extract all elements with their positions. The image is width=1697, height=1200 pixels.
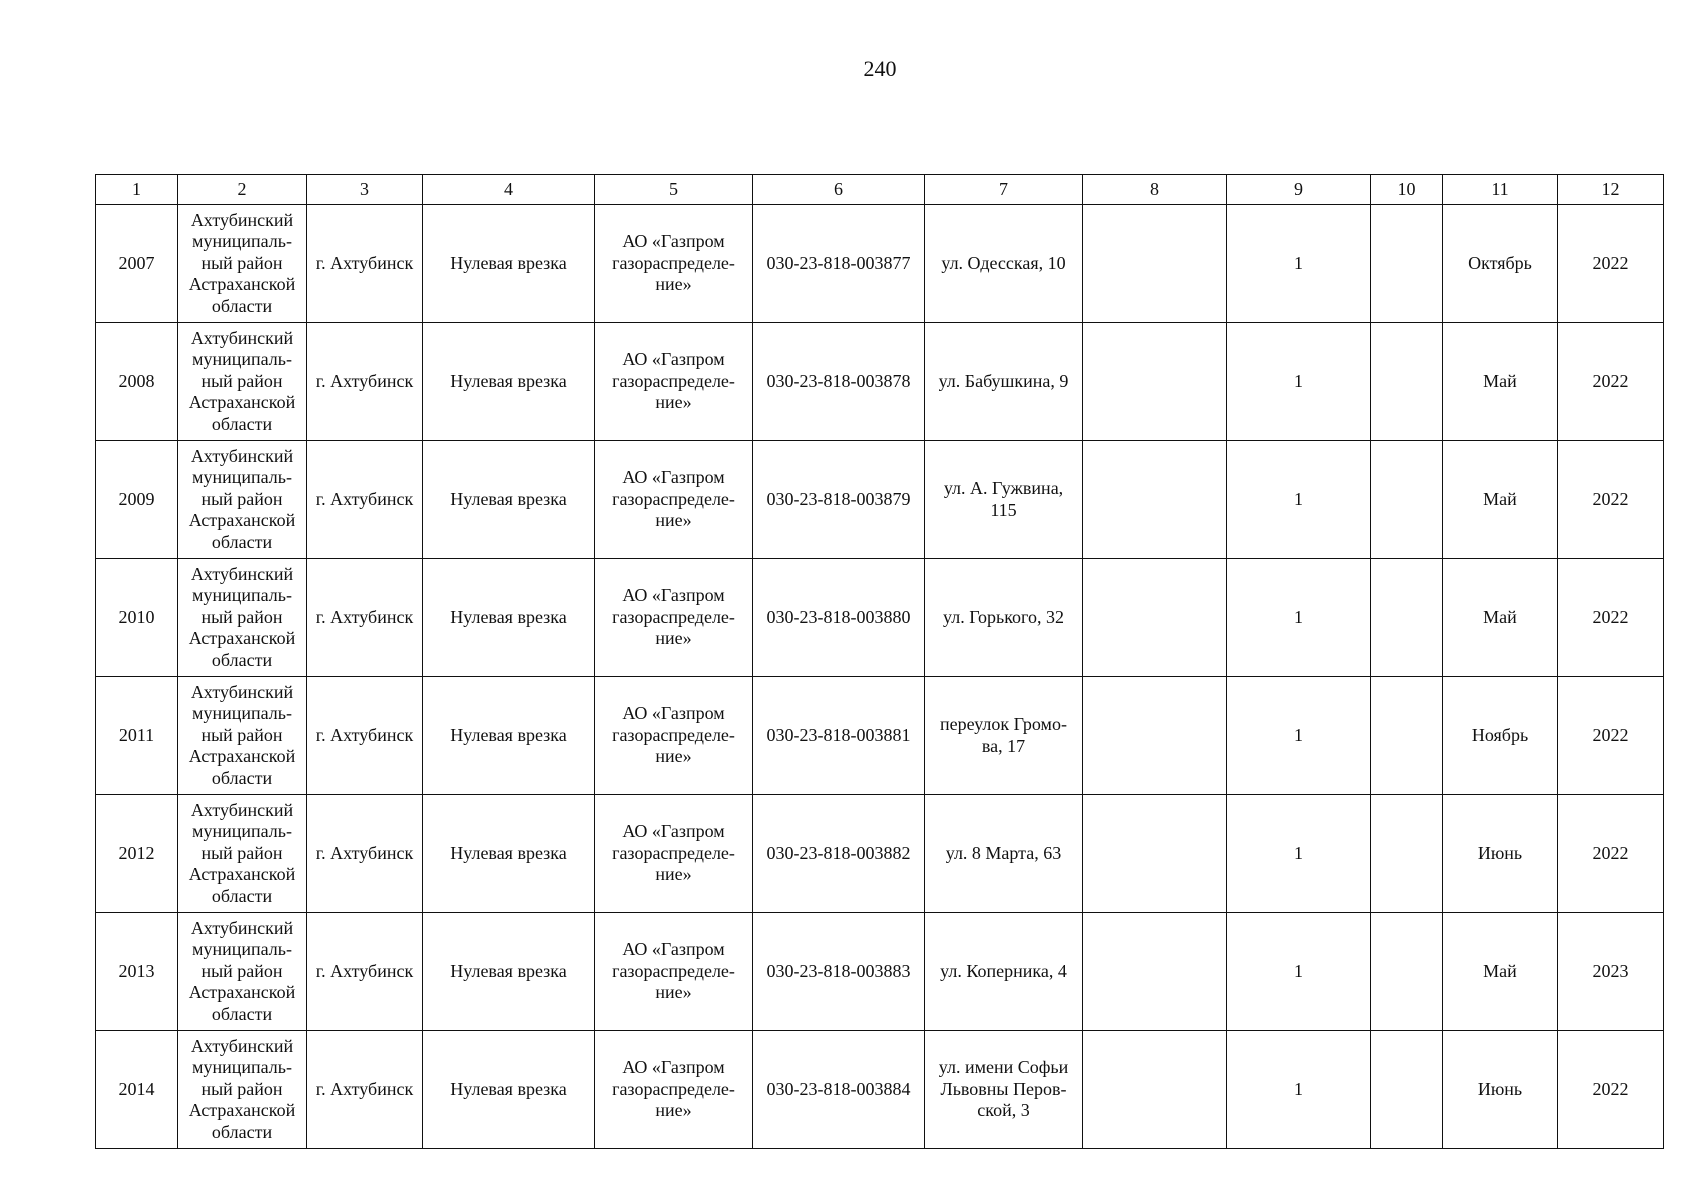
column-header: 6 bbox=[753, 175, 925, 205]
work-type-cell: Нулевая врезка bbox=[423, 795, 595, 913]
table-body bbox=[96, 205, 1664, 1149]
locality-cell: г. Ахтубинск bbox=[307, 1031, 423, 1149]
address-cell: ул. Бабушкина, 9 bbox=[925, 323, 1083, 441]
row-number-cell: 2009 bbox=[96, 441, 178, 559]
month-cell: Май bbox=[1443, 913, 1558, 1031]
column-10-cell bbox=[1371, 323, 1443, 441]
quantity-cell: 1 bbox=[1227, 205, 1371, 323]
district-cell: Ахтубинский муниципаль- ный район Астраханской области bbox=[178, 913, 307, 1031]
address-cell: ул. Горького, 32 bbox=[925, 559, 1083, 677]
quantity-cell: 1 bbox=[1227, 795, 1371, 913]
work-type-cell: Нулевая врезка bbox=[423, 559, 595, 677]
table-row bbox=[96, 559, 1664, 677]
month-cell: Май bbox=[1443, 323, 1558, 441]
row-number-cell: 2013 bbox=[96, 913, 178, 1031]
month-cell: Октябрь bbox=[1443, 205, 1558, 323]
row-number-cell: 2010 bbox=[96, 559, 178, 677]
address-cell: ул. имени Софьи Львовны Перов- ской, 3 bbox=[925, 1031, 1083, 1149]
district-cell: Ахтубинский муниципаль- ный район Астраханской области bbox=[178, 1031, 307, 1149]
locality-cell: г. Ахтубинск bbox=[307, 913, 423, 1031]
column-header: 9 bbox=[1227, 175, 1371, 205]
work-type-cell: Нулевая врезка bbox=[423, 205, 595, 323]
work-type-cell: Нулевая врезка bbox=[423, 913, 595, 1031]
quantity-cell: 1 bbox=[1227, 1031, 1371, 1149]
column-header: 12 bbox=[1558, 175, 1664, 205]
work-type-cell: Нулевая врезка bbox=[423, 1031, 595, 1149]
column-header: 11 bbox=[1443, 175, 1558, 205]
address-cell: ул. А. Гужвина, 115 bbox=[925, 441, 1083, 559]
organization-cell: АО «Газпром газораспределе- ние» bbox=[595, 559, 753, 677]
row-number-cell: 2007 bbox=[96, 205, 178, 323]
column-10-cell bbox=[1371, 913, 1443, 1031]
district-cell: Ахтубинский муниципаль- ный район Астраханской области bbox=[178, 677, 307, 795]
column-header: 4 bbox=[423, 175, 595, 205]
object-code-cell: 030-23-818-003882 bbox=[753, 795, 925, 913]
object-code-cell: 030-23-818-003881 bbox=[753, 677, 925, 795]
month-cell: Ноябрь bbox=[1443, 677, 1558, 795]
district-cell: Ахтубинский муниципаль- ный район Астраханской области bbox=[178, 795, 307, 913]
table-row bbox=[96, 795, 1664, 913]
column-8-cell bbox=[1083, 323, 1227, 441]
object-code-cell: 030-23-818-003877 bbox=[753, 205, 925, 323]
year-cell: 2022 bbox=[1558, 559, 1664, 677]
organization-cell: АО «Газпром газораспределе- ние» bbox=[595, 205, 753, 323]
object-code-cell: 030-23-818-003878 bbox=[753, 323, 925, 441]
district-cell: Ахтубинский муниципаль- ный район Астраханской области bbox=[178, 441, 307, 559]
month-cell: Май bbox=[1443, 559, 1558, 677]
column-8-cell bbox=[1083, 205, 1227, 323]
organization-cell: АО «Газпром газораспределе- ние» bbox=[595, 1031, 753, 1149]
gas-connection-table bbox=[95, 174, 1664, 1149]
year-cell: 2022 bbox=[1558, 1031, 1664, 1149]
locality-cell: г. Ахтубинск bbox=[307, 795, 423, 913]
district-cell: Ахтубинский муниципаль- ный район Астраханской области bbox=[178, 323, 307, 441]
quantity-cell: 1 bbox=[1227, 441, 1371, 559]
row-number-cell: 2011 bbox=[96, 677, 178, 795]
column-header: 1 bbox=[96, 175, 178, 205]
organization-cell: АО «Газпром газораспределе- ние» bbox=[595, 323, 753, 441]
column-10-cell bbox=[1371, 677, 1443, 795]
quantity-cell: 1 bbox=[1227, 559, 1371, 677]
column-10-cell bbox=[1371, 1031, 1443, 1149]
quantity-cell: 1 bbox=[1227, 323, 1371, 441]
column-10-cell bbox=[1371, 559, 1443, 677]
column-number-row bbox=[96, 175, 1664, 205]
column-header: 2 bbox=[178, 175, 307, 205]
year-cell: 2022 bbox=[1558, 441, 1664, 559]
table-row bbox=[96, 913, 1664, 1031]
table-row bbox=[96, 205, 1664, 323]
year-cell: 2023 bbox=[1558, 913, 1664, 1031]
object-code-cell: 030-23-818-003883 bbox=[753, 913, 925, 1031]
object-code-cell: 030-23-818-003884 bbox=[753, 1031, 925, 1149]
column-8-cell bbox=[1083, 559, 1227, 677]
locality-cell: г. Ахтубинск bbox=[307, 559, 423, 677]
column-8-cell bbox=[1083, 913, 1227, 1031]
work-type-cell: Нулевая врезка bbox=[423, 441, 595, 559]
table-row bbox=[96, 441, 1664, 559]
district-cell: Ахтубинский муниципаль- ный район Астраханской области bbox=[178, 559, 307, 677]
column-10-cell bbox=[1371, 205, 1443, 323]
table-header bbox=[96, 175, 1664, 205]
organization-cell: АО «Газпром газораспределе- ние» bbox=[595, 795, 753, 913]
organization-cell: АО «Газпром газораспределе- ние» bbox=[595, 913, 753, 1031]
object-code-cell: 030-23-818-003880 bbox=[753, 559, 925, 677]
month-cell: Июнь bbox=[1443, 795, 1558, 913]
column-header: 3 bbox=[307, 175, 423, 205]
address-cell: ул. Коперника, 4 bbox=[925, 913, 1083, 1031]
column-10-cell bbox=[1371, 795, 1443, 913]
table-row bbox=[96, 1031, 1664, 1149]
row-number-cell: 2014 bbox=[96, 1031, 178, 1149]
organization-cell: АО «Газпром газораспределе- ние» bbox=[595, 441, 753, 559]
column-8-cell bbox=[1083, 441, 1227, 559]
work-type-cell: Нулевая врезка bbox=[423, 323, 595, 441]
organization-cell: АО «Газпром газораспределе- ние» bbox=[595, 677, 753, 795]
object-code-cell: 030-23-818-003879 bbox=[753, 441, 925, 559]
year-cell: 2022 bbox=[1558, 795, 1664, 913]
row-number-cell: 2008 bbox=[96, 323, 178, 441]
locality-cell: г. Ахтубинск bbox=[307, 677, 423, 795]
column-8-cell bbox=[1083, 1031, 1227, 1149]
year-cell: 2022 bbox=[1558, 323, 1664, 441]
locality-cell: г. Ахтубинск bbox=[307, 205, 423, 323]
column-8-cell bbox=[1083, 795, 1227, 913]
year-cell: 2022 bbox=[1558, 677, 1664, 795]
column-8-cell bbox=[1083, 677, 1227, 795]
table-row bbox=[96, 677, 1664, 795]
row-number-cell: 2012 bbox=[96, 795, 178, 913]
year-cell: 2022 bbox=[1558, 205, 1664, 323]
locality-cell: г. Ахтубинск bbox=[307, 323, 423, 441]
column-header: 10 bbox=[1371, 175, 1443, 205]
work-type-cell: Нулевая врезка bbox=[423, 677, 595, 795]
quantity-cell: 1 bbox=[1227, 913, 1371, 1031]
address-cell: ул. Одесская, 10 bbox=[925, 205, 1083, 323]
address-cell: ул. 8 Марта, 63 bbox=[925, 795, 1083, 913]
column-header: 8 bbox=[1083, 175, 1227, 205]
column-header: 5 bbox=[595, 175, 753, 205]
month-cell: Июнь bbox=[1443, 1031, 1558, 1149]
quantity-cell: 1 bbox=[1227, 677, 1371, 795]
column-10-cell bbox=[1371, 441, 1443, 559]
column-header: 7 bbox=[925, 175, 1083, 205]
page-number: 240 bbox=[863, 56, 897, 81]
table-row bbox=[96, 323, 1664, 441]
locality-cell: г. Ахтубинск bbox=[307, 441, 423, 559]
month-cell: Май bbox=[1443, 441, 1558, 559]
address-cell: переулок Громо- ва, 17 bbox=[925, 677, 1083, 795]
district-cell: Ахтубинский муниципаль- ный район Астраханской области bbox=[178, 205, 307, 323]
